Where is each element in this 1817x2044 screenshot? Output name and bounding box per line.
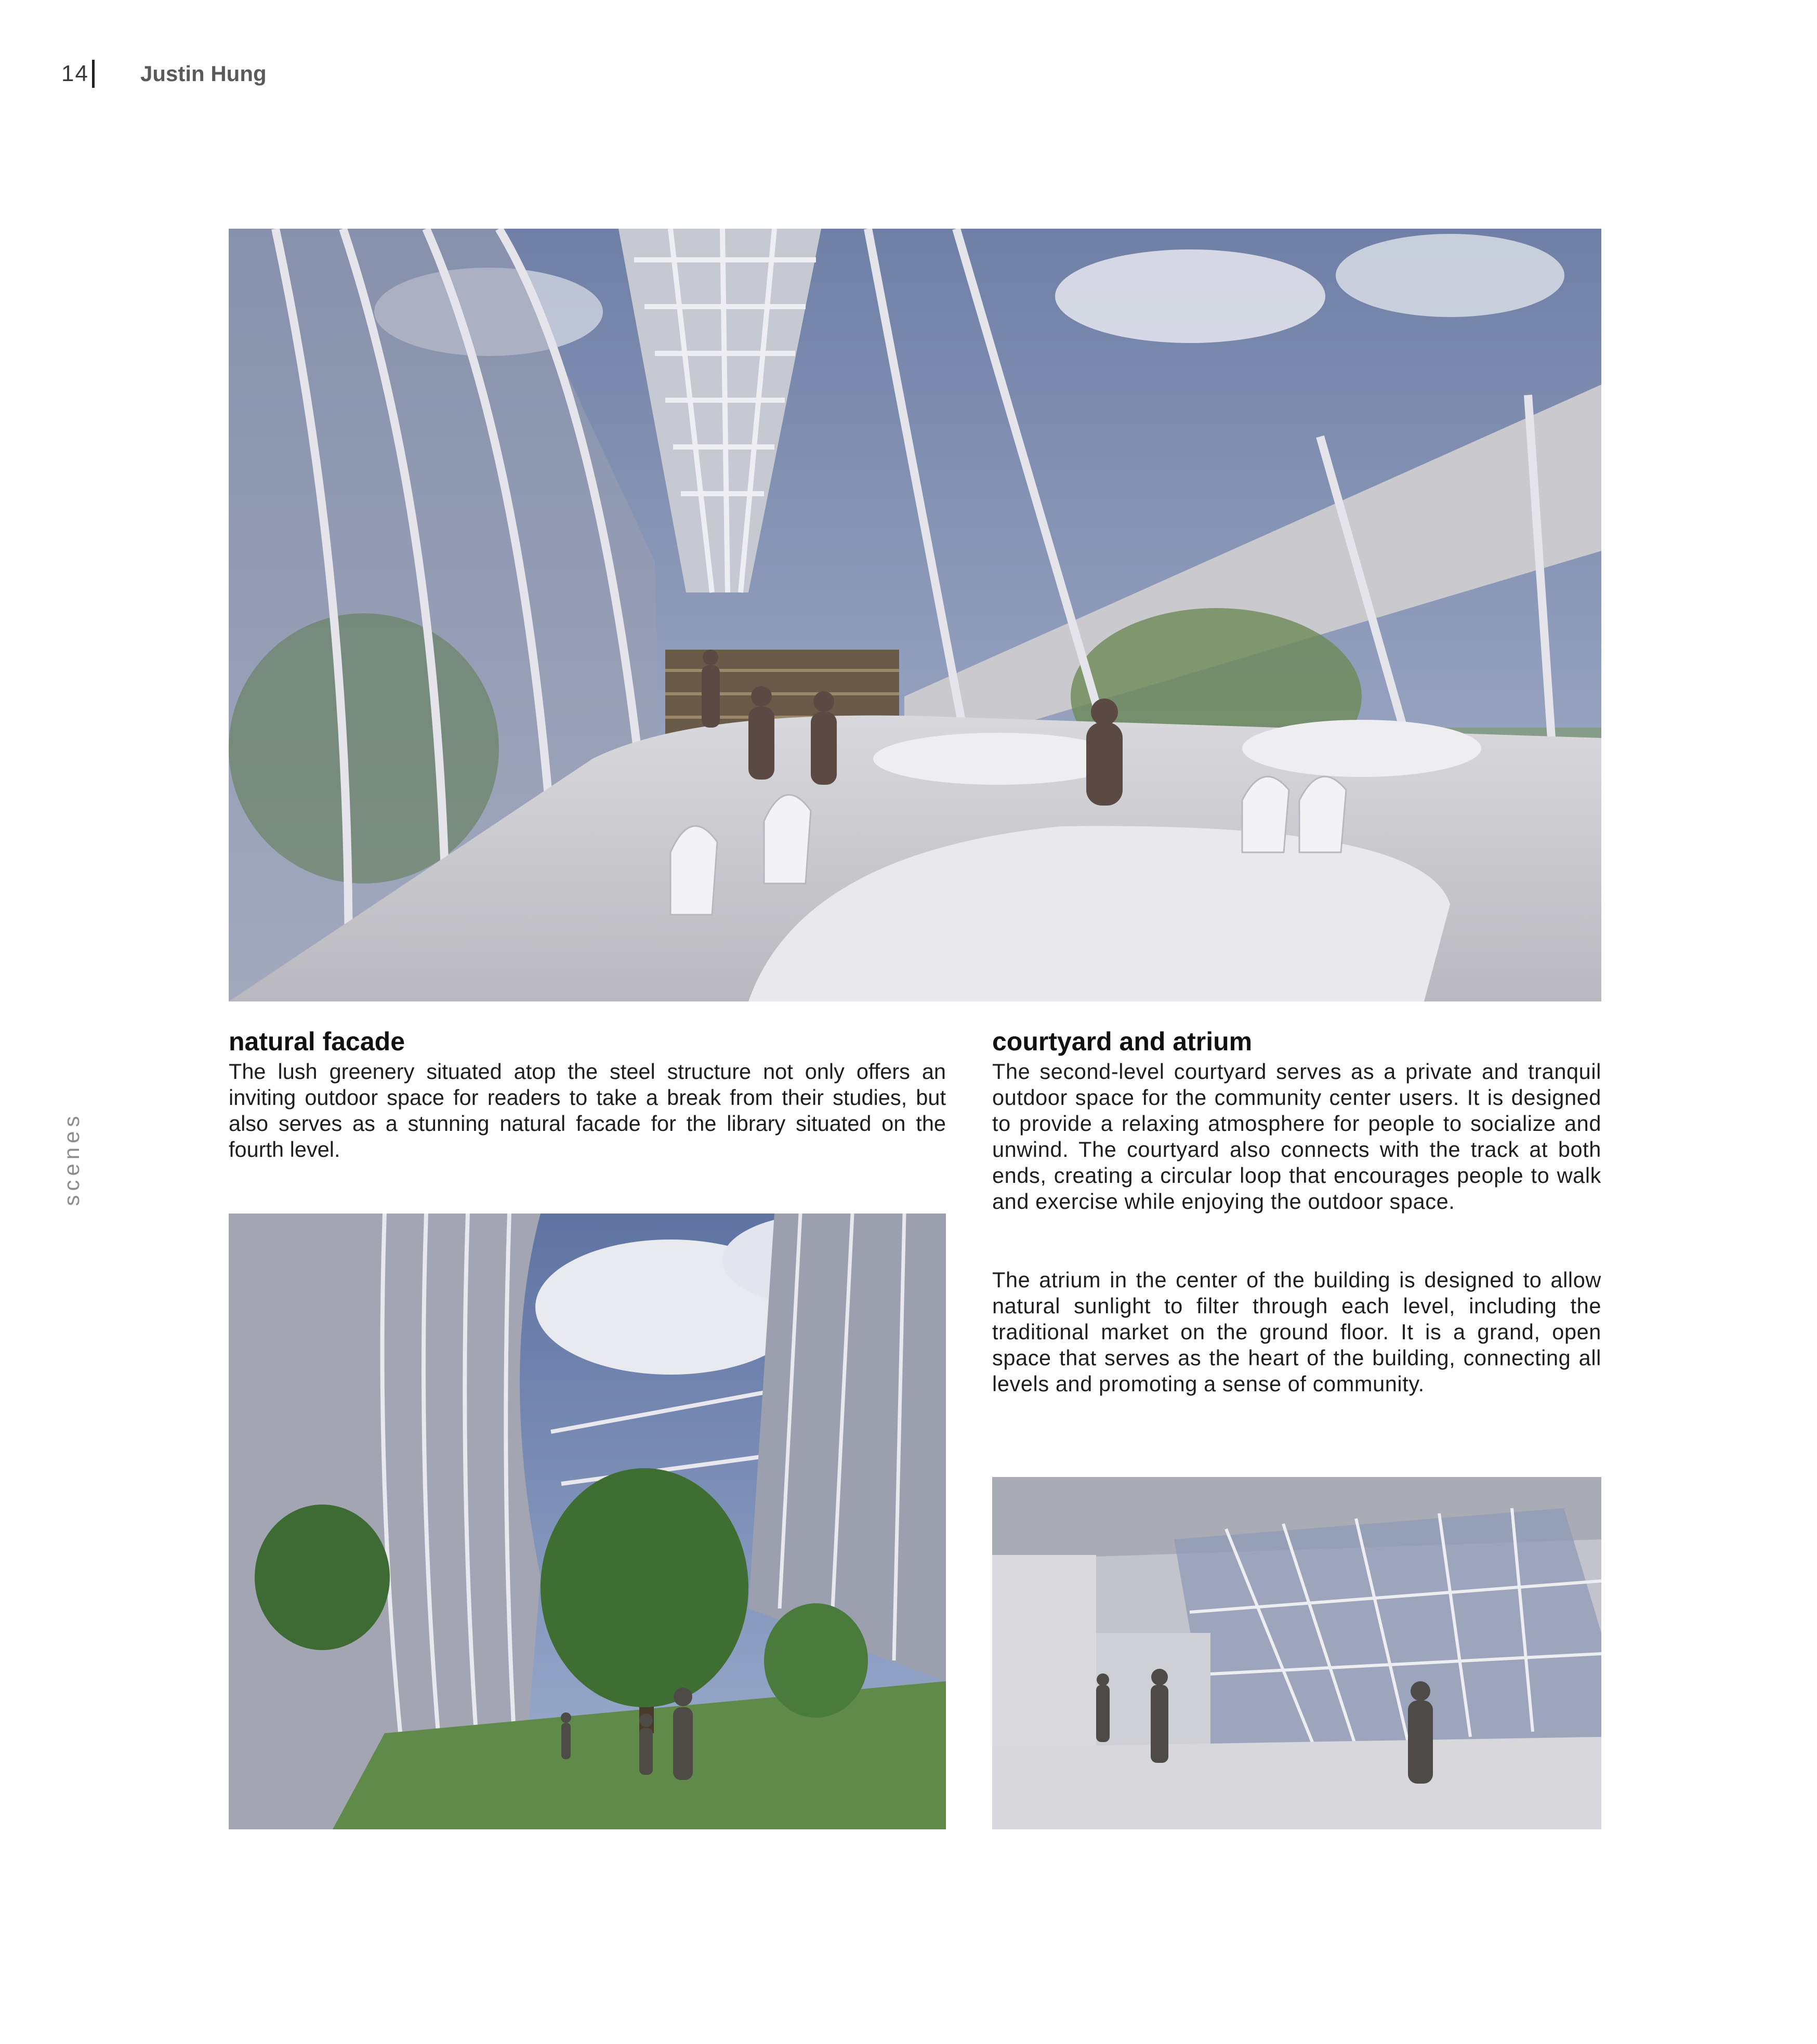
atrium-rendering: [992, 1477, 1601, 1829]
author-name: Justin Hung: [140, 61, 267, 86]
natural-facade-title: natural facade: [229, 1027, 405, 1056]
atrium-body: The atrium in the center of the building is designed to allow natural sunlight to filter through each level, including the traditional market on the ground floor. It is a grand, open space that serves as the heart of the building, connecting all levels and promoting a sense of community.: [992, 1268, 1601, 1396]
natural-facade-rendering: [229, 229, 1601, 1001]
side-label-text: scenes: [59, 1112, 84, 1206]
page-header: [61, 58, 95, 89]
courtyard-atrium-title: courtyard and atrium: [992, 1027, 1253, 1056]
page-number: 14: [61, 61, 89, 86]
courtyard-rendering: [229, 1214, 946, 1829]
section-side-label: [61, 1112, 82, 1206]
natural-facade-body: The lush greenery situated atop the steel structure not only offers an inviting outdoor space for readers to take a break from their studies, but also serves as a stunning natural facade for the library situated on the fourth level.: [229, 1059, 946, 1162]
header-divider: [92, 60, 95, 88]
courtyard-body: The second-level courtyard serves as a private and tranquil outdoor space for the community center users. It is designed to provide a relaxing atmosphere for people to socialize and unwind. The courtyard also connects with the track at both ends, creating a circular loop that encourages people to walk and exercise while enjoying the outdoor space.: [992, 1059, 1601, 1214]
